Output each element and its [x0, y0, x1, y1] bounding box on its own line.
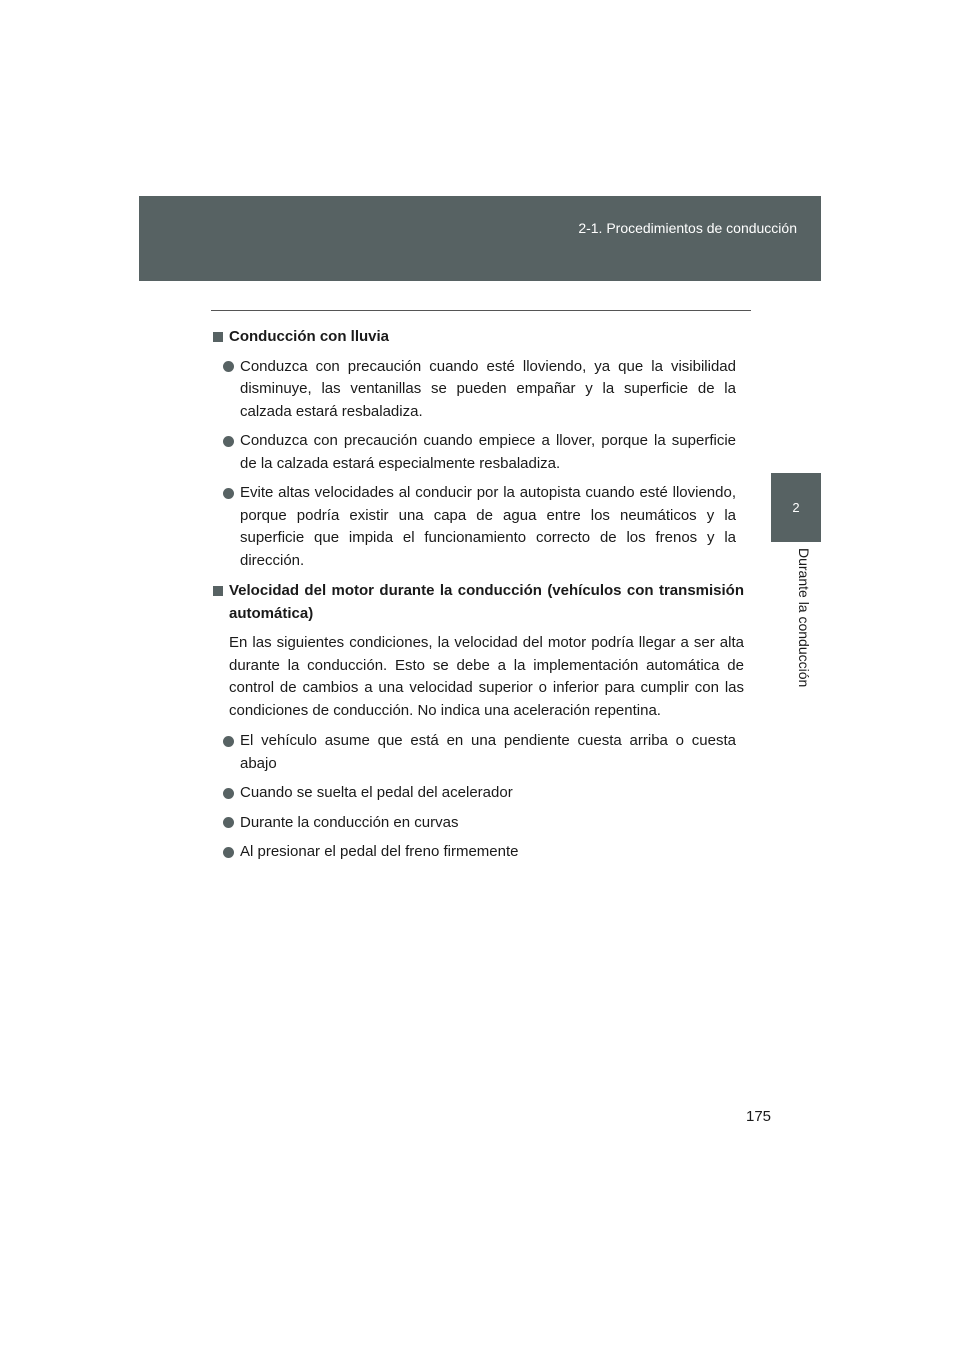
section-heading: [213, 326, 744, 349]
section-header-title: 2-1. Procedimientos de conducción: [578, 220, 797, 236]
chapter-tab: [771, 473, 821, 542]
circle-bullet-icon: [223, 817, 234, 828]
list-item: [213, 730, 736, 775]
top-rule: [211, 310, 751, 311]
circle-bullet-icon: [223, 436, 234, 447]
chapter-number: 2: [792, 500, 800, 515]
bullet-list: [213, 356, 744, 573]
circle-bullet-icon: [223, 788, 234, 799]
circle-bullet-icon: [223, 847, 234, 858]
list-item: [213, 430, 736, 475]
page-number: 175: [746, 1108, 772, 1125]
list-item-text: Evite altas velocidades al conducir por la autopista cuando esté lloviendo, porque podría existir una capa de agua entre los neumáticos y la superficie que impida el funcionamiento correcto de los frenos y la dirección.: [240, 484, 736, 569]
list-item: [213, 841, 736, 864]
circle-bullet-icon: [223, 361, 234, 372]
square-bullet-icon: [213, 586, 223, 596]
list-item: [213, 356, 736, 424]
list-item: [213, 812, 736, 835]
circle-bullet-icon: [223, 736, 234, 747]
page-content: [213, 326, 744, 871]
bullet-list: [213, 730, 744, 864]
list-item-text: Conduzca con precaución cuando esté lloviendo, ya que la visibilidad disminuye, las ventanillas se pueden empañar y la superficie de la calzada estará resbaladiza.: [240, 357, 736, 420]
circle-bullet-icon: [223, 488, 234, 499]
chapter-label: Durante la conducción: [796, 548, 812, 688]
section-paragraph: En las siguientes condiciones, la velocidad del motor podría llegar a ser alta durante la conducción. Esto se debe a la implementación automática de control de cambios a una velocidad superior o inferior para cumplir con las condiciones de conducción. No indica una aceleración repentina.: [229, 634, 744, 719]
square-bullet-icon: [213, 332, 223, 342]
section-heading: [213, 580, 744, 625]
section-heading-text: Conducción con lluvia: [229, 328, 390, 345]
list-item: [213, 482, 736, 572]
header-band: [139, 196, 821, 281]
list-item-text: Conduzca con precaución cuando empiece a llover, porque la superficie de la calzada estará especialmente resbaladiza.: [240, 432, 736, 472]
list-item-text: Durante la conducción en curvas: [240, 813, 459, 831]
list-item-text: El vehículo asume que está en una pendiente cuesta arriba o cuesta abajo: [240, 732, 736, 772]
list-item: [213, 782, 736, 805]
list-item-text: Cuando se suelta el pedal del acelerador: [240, 784, 513, 801]
section-heading-text: Velocidad del motor durante la conducción (vehículos con transmisión automática): [229, 582, 744, 622]
list-item-text: Al presionar el pedal del freno firmemente: [240, 843, 519, 860]
